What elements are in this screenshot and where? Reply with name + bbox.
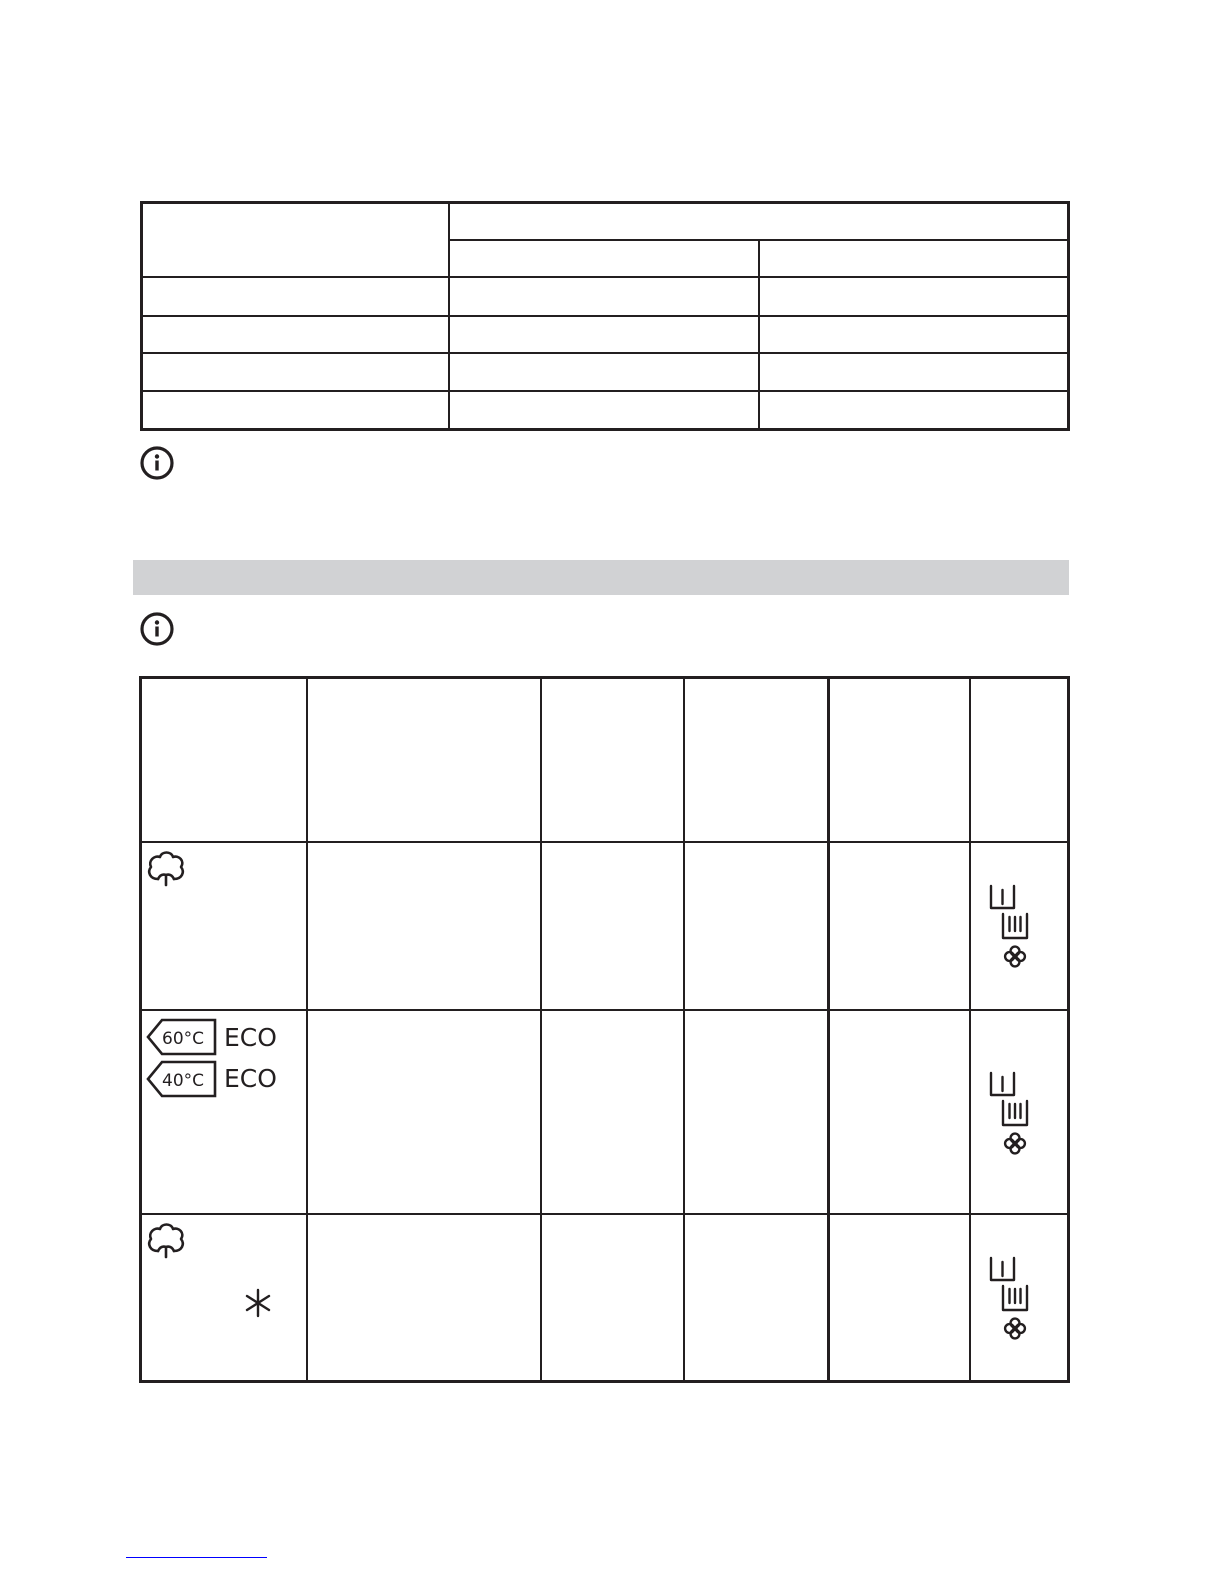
table-2-row-line: [139, 1213, 1069, 1215]
eco-suffix-label: ECO: [224, 1023, 277, 1052]
eco-temperature-label: 40°C: [162, 1071, 205, 1091]
flower-icon: [1005, 1319, 1025, 1339]
table-1-row-line: [140, 276, 1069, 278]
table-2-col-divider: [540, 676, 542, 1382]
eco-temperature-tag-40: [146, 1060, 218, 1098]
info-icon: [139, 445, 175, 481]
section-header-bar: [133, 560, 1069, 595]
detergent-compartments-icon: [986, 882, 1034, 972]
table-1-col-divider: [758, 239, 760, 429]
detergent-compartments-icon: [986, 1069, 1034, 1159]
table-1-bottom-border: [140, 428, 1070, 431]
detergent-compartments-icon: [986, 1254, 1034, 1344]
table-2-left-border: [139, 676, 142, 1383]
cotton-icon: [144, 1220, 188, 1264]
table-1-row-line: [140, 390, 1069, 392]
table-2-bottom-border: [139, 1380, 1070, 1383]
table-1-row-line: [140, 352, 1069, 354]
table-2-top-border: [139, 676, 1070, 679]
footer-link-underline[interactable]: [126, 1557, 267, 1558]
table-2-col-divider: [827, 676, 830, 1382]
table-2-row-line: [139, 841, 1069, 843]
flower-icon: [1005, 947, 1025, 967]
eco-suffix-label: ECO: [224, 1064, 277, 1093]
info-icon: [139, 611, 175, 647]
table-1-row-line: [140, 315, 1069, 317]
cotton-icon: [144, 848, 188, 892]
table-1-subheader-line: [449, 239, 1069, 241]
table-2-col-divider: [969, 676, 971, 1382]
table-2-right-border: [1067, 676, 1070, 1383]
table-2-row-line: [139, 1009, 1069, 1011]
table-2-col-divider: [683, 676, 685, 1382]
eco-temperature-label: 60°C: [162, 1029, 205, 1049]
table-2-col-divider: [306, 676, 308, 1382]
eco-temperature-tag-60: [146, 1018, 218, 1056]
flower-icon: [1005, 1134, 1025, 1154]
table-1-top-border: [140, 201, 1070, 204]
asterisk-icon: [243, 1288, 273, 1318]
